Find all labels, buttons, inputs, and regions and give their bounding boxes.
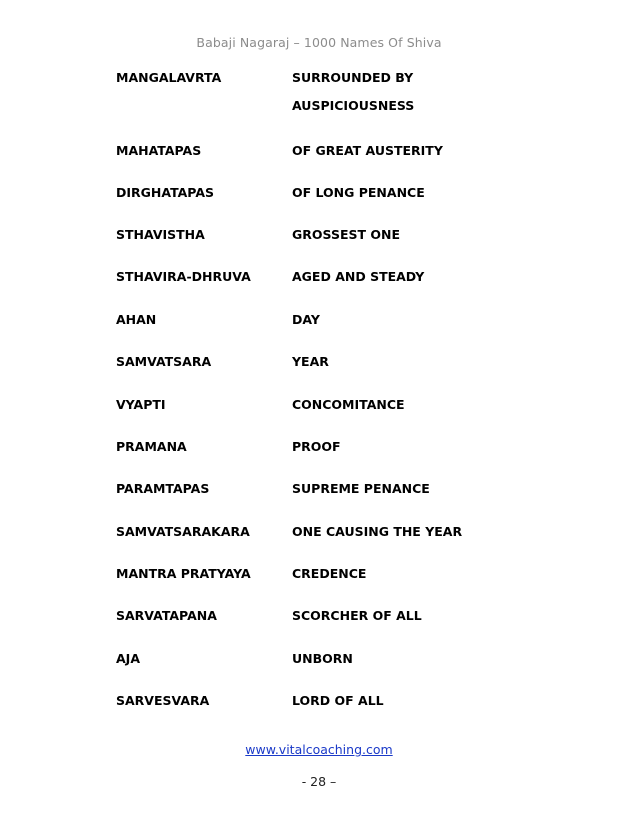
glossary-row (116, 566, 536, 586)
glossary-row (116, 439, 536, 459)
glossary-row (116, 354, 536, 374)
glossary-row (116, 524, 536, 544)
glossary-row (116, 312, 536, 332)
term: SAMVATSARAKARA (116, 524, 250, 539)
term: MANTRA PRATYAYA (116, 566, 251, 581)
meaning-continued: AUSPICIOUSNESS (292, 98, 415, 113)
term: AHAN (116, 312, 157, 327)
glossary-row (116, 397, 536, 417)
meaning: SCORCHER OF ALL (292, 608, 422, 623)
term: STHAVISTHA (116, 227, 205, 242)
meaning: CREDENCE (292, 566, 367, 581)
page-number: - 28 – (301, 774, 337, 789)
glossary-row (116, 693, 536, 713)
term: STHAVIRA-DHRUVA (116, 269, 251, 284)
meaning: CONCOMITANCE (292, 397, 405, 412)
term: MANGALAVRTA (116, 70, 222, 85)
website-link[interactable]: www.vitalcoaching.com (245, 742, 393, 757)
glossary-row (116, 185, 536, 205)
term: SARVESVARA (116, 693, 210, 708)
meaning: SURROUNDED BY (292, 70, 414, 85)
term: VYAPTI (116, 397, 166, 412)
term: PRAMANA (116, 439, 187, 454)
term: MAHATAPAS (116, 143, 202, 158)
meaning: LORD OF ALL (292, 693, 384, 708)
glossary-row (116, 269, 536, 289)
meaning: UNBORN (292, 651, 353, 666)
meaning: OF LONG PENANCE (292, 185, 425, 200)
term: AJA (116, 651, 140, 666)
meaning: SUPREME PENANCE (292, 481, 430, 496)
term: SAMVATSARA (116, 354, 212, 369)
glossary-row (116, 143, 536, 163)
meaning: OF GREAT AUSTERITY (292, 143, 443, 158)
glossary-row (116, 651, 536, 671)
meaning: YEAR (292, 354, 329, 369)
meaning: GROSSEST ONE (292, 227, 401, 242)
page-header: Babaji Nagaraj – 1000 Names Of Shiva (196, 35, 442, 50)
term: PARAMTAPAS (116, 481, 210, 496)
glossary-row (116, 608, 536, 628)
glossary-row (116, 70, 536, 113)
term: SARVATAPANA (116, 608, 217, 623)
glossary-row (116, 481, 536, 501)
term: DIRGHATAPAS (116, 185, 214, 200)
meaning: ONE CAUSING THE YEAR (292, 524, 463, 539)
meaning: DAY (292, 312, 320, 327)
meaning: PROOF (292, 439, 341, 454)
meaning: AGED AND STEADY (292, 269, 425, 284)
glossary-row (116, 227, 536, 247)
